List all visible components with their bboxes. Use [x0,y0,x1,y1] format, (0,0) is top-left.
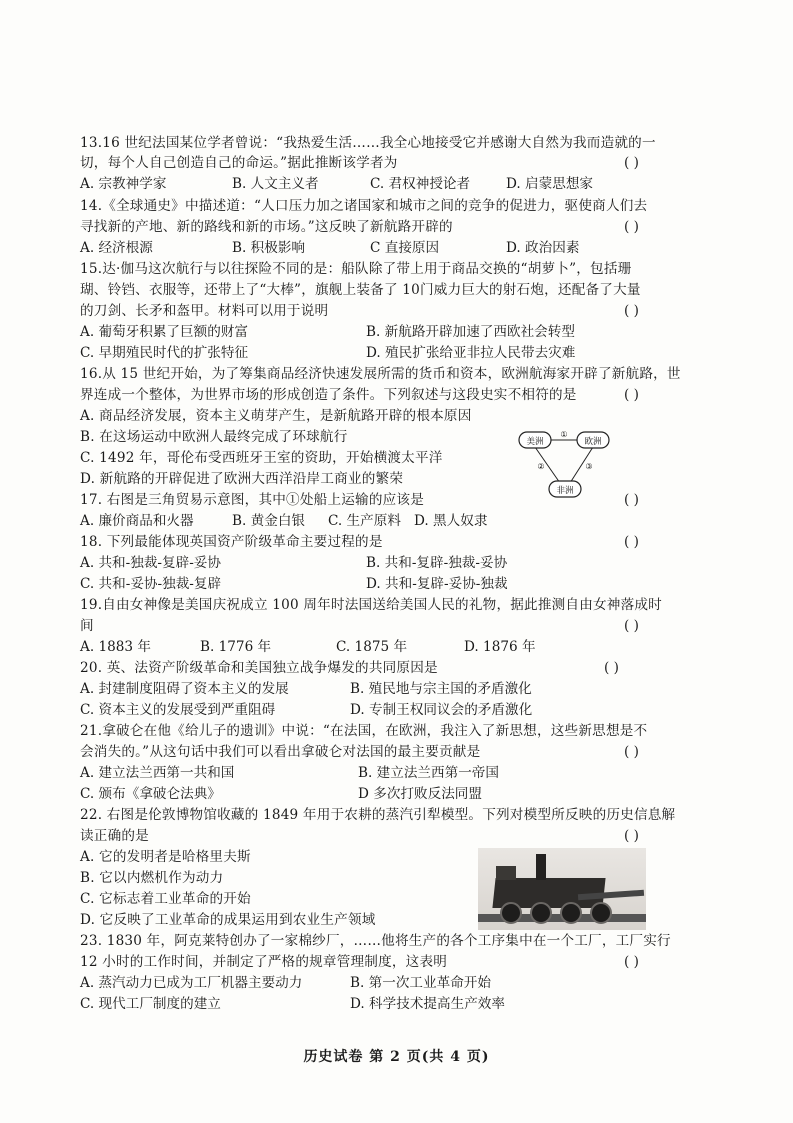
q22-option-b: B. 它以内燃机作为动力 [80,870,224,886]
q13-option-c: C. 君权神授论者 [370,176,471,192]
answer-paren-23: ( ) [624,954,639,970]
question-17-line-1: 17. 右图是三角贸易示意图，其中①处船上运输的应该是 [80,492,424,508]
question-21-line-2: 会消失的。”从这句话中我们可以看出拿破仑对法国的最主要贡献是 [80,744,481,760]
answer-paren-14: ( ) [624,219,639,235]
q18-option-c: C. 共和-妥协-独裁-复辟 [80,576,222,592]
photo-wheel [560,902,582,924]
q20-option-c: C. 资本主义的发展受到严重阻碍 [80,702,276,718]
question-19-line-1: 19.自由女神像是美国庆祝成立 100 周年时法国送给美国人民的礼物，据此推测自由女神落成时 [80,597,662,613]
question-15-line-3: 的刀剑、长矛和盔甲。材料可以用于说明 [80,303,329,319]
q13-option-b: B. 人文主义者 [232,176,319,192]
route-label-3: ① [560,430,568,439]
steam-plough-photo [478,848,646,930]
q18-option-a: A. 共和-独裁-复辟-妥协 [80,555,221,571]
q16-option-b: B. 在这场运动中欧洲人最终完成了环球航行 [80,429,348,445]
question-22-line-1: 22. 右图是伦敦博物馆收藏的 1849 年用于农耕的蒸汽引犁模型。下列对模型所反映的历史信息解 [80,807,676,823]
q18-option-d: D. 共和-复辟-妥协-独裁 [366,576,508,592]
answer-paren-22: ( ) [624,828,639,844]
q23-option-b: B. 第一次工业革命开始 [350,975,491,991]
q14-option-a: A. 经济根源 [80,240,153,256]
question-14-line-1: 14.《全球通史》中描述道：“人口压力加之诸国家和城市之间的竞争的促进力，驱使商人们去 [80,198,648,214]
question-15-line-1: 15.达·伽马这次航行与以往探险不同的是：船队除了带上用于商品交换的“胡萝卜”，包括珊 [80,261,632,277]
question-19-line-2: 间 [80,618,94,634]
q22-option-c: C. 它标志着工业革命的开始 [80,891,251,907]
answer-paren-21: ( ) [624,744,639,760]
q15-option-b: B. 新航路开辟加速了西欧社会转型 [366,324,575,340]
photo-wheel [530,902,552,924]
node-america-label: 美洲 [526,437,544,447]
question-16-line-2: 界连成一个整体，为世界市场的形成创造了条件。下列叙述与这段史实不相符的是 [80,387,577,403]
q21-option-c: C. 颁布《拿破仑法典》 [80,786,221,802]
q17-option-c: C. 生产原料 [328,513,401,529]
q19-option-b: B. 1776 年 [200,639,272,655]
q17-option-b: B. 黄金白银 [232,513,306,529]
q15-option-a: A. 葡萄牙积累了巨额的财富 [80,324,248,340]
q19-option-a: A. 1883 年 [80,639,151,655]
q21-option-b: B. 建立法兰西第一帝国 [358,765,499,781]
q14-option-b: B. 积极影响 [232,240,306,256]
q16-option-a: A. 商品经济发展，资本主义萌芽产生，是新航路开辟的根本原因 [80,408,472,424]
question-15-line-2: 瑚、铃铛、衣服等，还带上了“大棒”，旗舰上装备了 10门威力巨大的射石炮，还配备了大量 [80,282,641,298]
question-14-line-2: 寻找新的产地、新的路线和新的市场。”这反映了新航路开辟的 [80,219,453,235]
q15-option-c: C. 早期殖民时代的扩张特征 [80,345,249,361]
q23-option-c: C. 现代工厂制度的建立 [80,996,221,1012]
q21-option-a: A. 建立法兰西第一共和国 [80,765,235,781]
route-label-2: ② [537,462,545,471]
question-23-line-2: 12 小时的工作时间，并制定了严格的规章管理制度，这表明 [80,954,448,970]
answer-paren-19: ( ) [624,618,639,634]
q20-option-a: A. 封建制度阻碍了资本主义的发展 [80,681,289,697]
answer-paren-13: ( ) [624,155,639,171]
route-label-1: ③ [585,462,593,471]
question-20-line-1: 20. 英、法资产阶级革命和美国独立战争爆发的共同原因是 [80,660,438,676]
q23-option-a: A. 蒸汽动力已成为工厂机器主要动力 [80,975,303,991]
q13-option-a: A. 宗教神学家 [80,176,167,192]
q13-option-d: D. 启蒙思想家 [506,176,594,192]
q22-option-d: D. 它反映了工业革命的成果运用到农业生产领域 [80,912,376,928]
photo-smokestack [536,854,546,880]
q15-option-d: D. 殖民扩张给亚非拉人民带去灾难 [366,345,576,361]
q17-option-a: A. 廉价商品和火器 [80,513,194,529]
node-europe-label: 欧洲 [584,437,602,447]
question-16-line-1: 16.从 15 世纪开始，为了筹集商品经济快速发展所需的货币和资本，欧洲航海家开辟了新航路，世 [80,366,681,382]
q20-option-d: D. 专制王权同议会的矛盾激化 [350,702,533,718]
q22-option-a: A. 它的发明者是哈格里夫斯 [80,849,251,865]
q16-option-c: C. 1492 年，哥伦布受西班牙王室的资助，开始横渡太平洋 [80,450,443,466]
q14-option-c: C 直接原因 [370,240,440,256]
question-22-line-2: 读正确的是 [80,828,149,844]
answer-paren-18: ( ) [624,534,639,550]
triangle-trade-diagram [515,425,615,500]
answer-paren-20: ( ) [604,660,619,676]
photo-wheel [590,902,612,924]
answer-paren-16: ( ) [624,387,639,403]
answer-paren-17: ( ) [624,492,639,508]
question-13-line-2: 切，每个人自己创造自己的命运。”据此推断该学者为 [80,155,398,171]
photo-wheel [500,902,522,924]
page-footer: 历史试卷 第 2 页(共 4 页) [303,1049,490,1065]
q19-option-c: C. 1875 年 [336,639,408,655]
q21-option-d: D 多次打败反法同盟 [358,786,482,802]
q18-option-b: B. 共和-复辟-独裁-妥协 [366,555,508,571]
answer-paren-15: ( ) [624,303,639,319]
q14-option-d: D. 政治因素 [506,240,580,256]
question-13-line-1: 13.16 世纪法国某位学者曾说：“我热爱生活……我全心地接受它并感谢大自然为我而造就的一 [80,135,656,151]
q16-option-d: D. 新航路的开辟促进了欧洲大西洋沿岸工商业的繁荣 [80,471,404,487]
question-23-line-1: 23. 1830 年，阿克莱特创办了一家棉纱厂，……他将生产的各个工序集中在一个工厂，工厂实行 [80,933,671,949]
q17-option-d: D. 黑人奴隶 [414,513,488,529]
node-africa-label: 非洲 [556,486,574,496]
q20-option-b: B. 殖民地与宗主国的矛盾激化 [350,681,532,697]
question-21-line-1: 21.拿破仑在他《给儿子的遗训》中说：“在法国，在欧洲，我注入了新思想，这些新思想是不 [80,723,648,739]
q19-option-d: D. 1876 年 [464,639,536,655]
question-18-line-1: 18. 下列最能体现英国资产阶级革命主要过程的是 [80,534,383,550]
photo-engine-cab [496,866,516,880]
q23-option-d: D. 科学技术提高生产效率 [350,996,505,1012]
